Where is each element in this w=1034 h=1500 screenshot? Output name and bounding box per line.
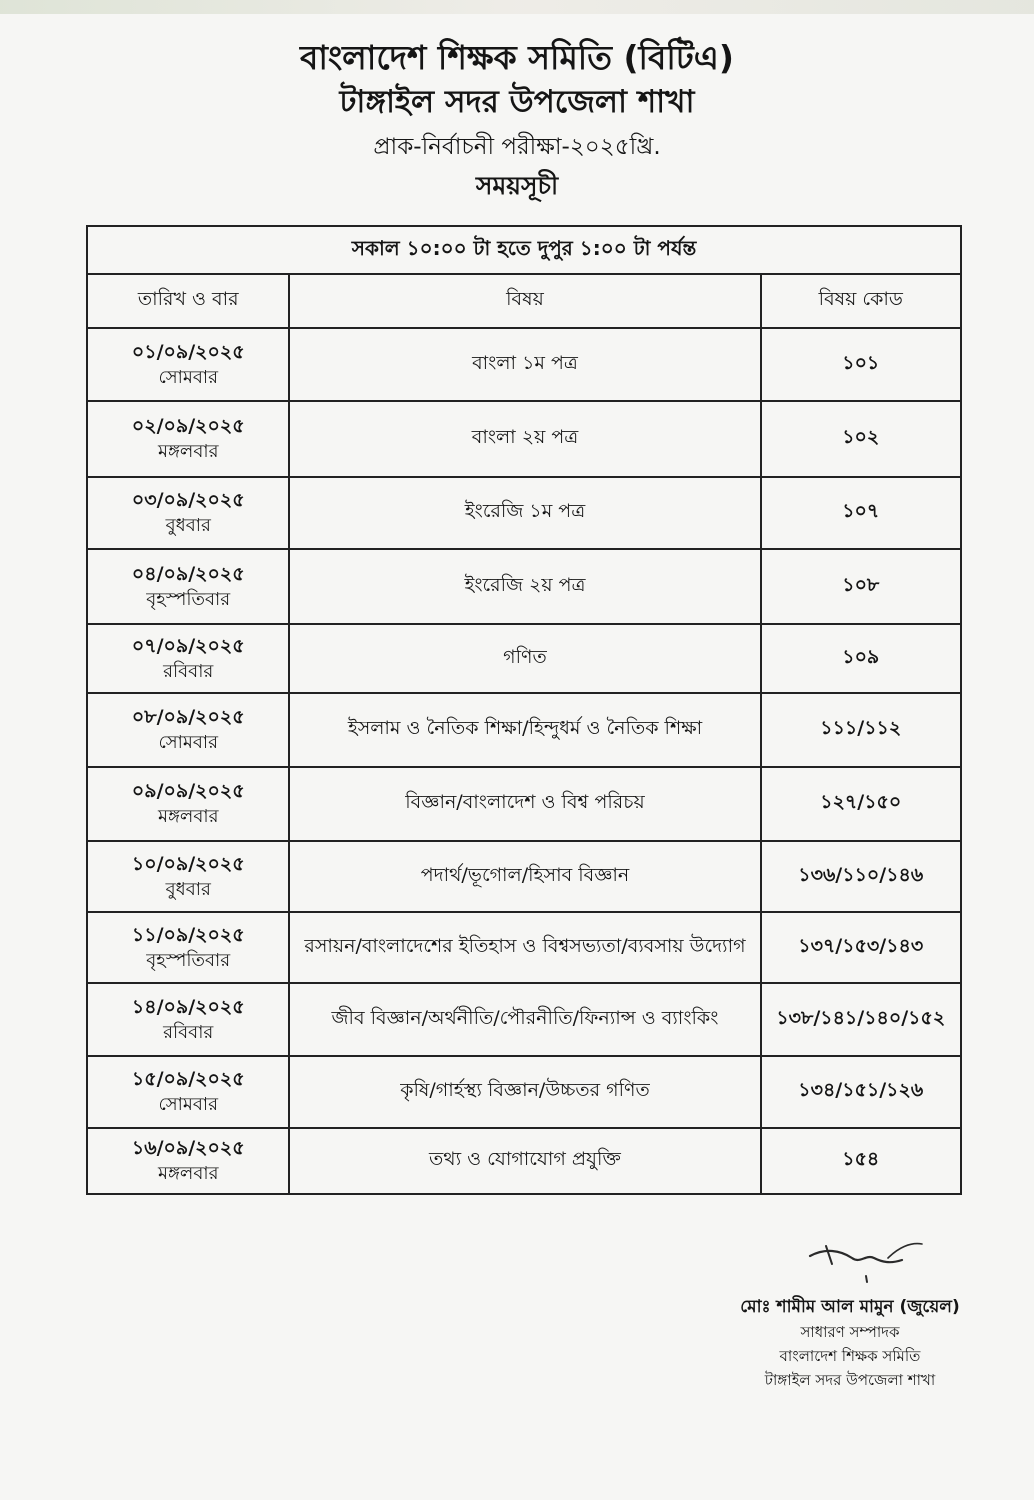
subject-cell: ইংরেজি ২য় পত্র	[289, 549, 760, 624]
table-row	[87, 624, 961, 693]
code-cell: ১৩৪/১৫১/১২৬	[761, 1056, 962, 1128]
organization-title: বাংলাদেশ শিক্ষক সমিতি (বিটিএ)	[300, 38, 734, 77]
signatory-org: বাংলাদেশ শিক্ষক সমিতি	[779, 1347, 921, 1365]
date-cell	[87, 983, 289, 1056]
date-cell	[87, 477, 289, 549]
exam-title: প্রাক-নির্বাচনী পরীক্ষা-২০২৫খ্রি.	[373, 134, 661, 160]
date-cell	[87, 1056, 289, 1128]
subject-cell: রসায়ন/বাংলাদেশের ইতিহাস ও বিশ্বসভ্যতা/ব্যবসায় উদ্যোগ	[289, 912, 760, 983]
date-text: ০৭/০৯/২০২৫	[131, 634, 245, 657]
date-text: ১৫/০৯/২০২৫	[131, 1068, 245, 1090]
code-cell: ১০৮	[761, 549, 962, 624]
day-text: সোমবার	[158, 366, 218, 388]
date-text: ০২/০৯/২০২৫	[131, 415, 245, 437]
day-text: বুধবার	[165, 515, 211, 536]
subject-cell: বাংলা ১ম পত্র	[289, 328, 760, 401]
table-row	[87, 767, 961, 841]
code-cell: ১৩৬/১১০/১৪৬	[761, 841, 962, 912]
signatory-branch: টাঙ্গাইল সদর উপজেলা শাখা	[764, 1371, 936, 1389]
day-text: বৃহস্পতিবার	[146, 949, 231, 971]
table-row	[87, 983, 961, 1056]
date-cell	[87, 1128, 289, 1194]
date-cell	[87, 401, 289, 477]
exam-time-header: সকাল ১০:০০ টা হতে দুপুর ১:০০ টা পর্যন্ত	[87, 226, 961, 274]
column-header-subject: বিষয়	[289, 274, 760, 328]
code-cell: ১৩৮/১৪১/১৪০/১৫২	[761, 983, 962, 1056]
code-cell: ১৩৭/১৫৩/১৪৩	[761, 912, 962, 983]
code-cell: ১০৯	[761, 624, 962, 693]
date-text: ১৬/০৯/২০২৫	[131, 1137, 245, 1159]
subject-cell: গণিত	[289, 624, 760, 693]
day-text: বৃহস্পতিবার	[146, 588, 231, 610]
column-header-code: বিষয় কোড	[761, 274, 962, 328]
date-text: ০১/০৯/২০২৫	[131, 340, 245, 363]
date-cell	[87, 841, 289, 912]
day-text: সোমবার	[158, 1094, 218, 1115]
date-text: ১০/০৯/২০২৫	[131, 852, 245, 875]
signatory-title: সাধারণ সম্পাদক	[800, 1323, 900, 1341]
date-text: ০৯/০৯/২০২৫	[131, 780, 245, 802]
subject-cell: বাংলা ২য় পত্র	[289, 401, 760, 477]
signature-block	[700, 1228, 1000, 1392]
table-row	[87, 912, 961, 983]
subject-cell: পদার্থ/ভূগোল/হিসাব বিজ্ঞান	[289, 841, 760, 912]
code-cell: ১০১	[761, 328, 962, 401]
exam-schedule-table	[86, 225, 962, 1195]
day-text: মঙ্গলবার	[157, 441, 219, 462]
table-row	[87, 549, 961, 624]
date-text: ০৪/০৯/২০২৫	[131, 562, 245, 585]
date-cell	[87, 693, 289, 767]
signatory-name: মোঃ শামীম আল মামুন (জুয়েল)	[740, 1297, 960, 1317]
date-text: ১১/০৯/২০২৫	[131, 923, 245, 946]
code-cell: ১২৭/১৫০	[761, 767, 962, 841]
schedule-heading: সময়সূচী	[475, 171, 559, 200]
table-row	[87, 841, 961, 912]
date-text: ১৪/০৯/২০২৫	[131, 995, 245, 1018]
code-cell: ১০৭	[761, 477, 962, 549]
column-header-date: তারিখ ও বার	[87, 274, 289, 328]
subject-cell: জীব বিজ্ঞান/অর্থনীতি/পৌরনীতি/ফিন্যান্স ও ব্যাংকিং	[289, 983, 760, 1056]
date-text: ০৮/০৯/২০২৫	[131, 706, 245, 728]
paper-top-edge	[0, 0, 1034, 14]
day-text: রবিবার	[163, 660, 214, 682]
subject-cell: ইসলাম ও নৈতিক শিক্ষা/হিন্দুধর্ম ও নৈতিক শিক্ষা	[289, 693, 760, 767]
day-text: বুধবার	[165, 878, 211, 900]
table-row	[87, 477, 961, 549]
subject-cell: তথ্য ও যোগাযোগ প্রযুক্তি	[289, 1128, 760, 1194]
table-row	[87, 693, 961, 767]
handwritten-signature	[770, 1228, 930, 1288]
day-text: সোমবার	[158, 732, 218, 753]
date-cell	[87, 624, 289, 693]
date-cell	[87, 328, 289, 401]
subject-cell: বিজ্ঞান/বাংলাদেশ ও বিশ্ব পরিচয়	[289, 767, 760, 841]
day-text: মঙ্গলবার	[157, 806, 219, 827]
code-cell: ১৫৪	[761, 1128, 962, 1194]
table-row	[87, 1128, 961, 1194]
date-cell	[87, 912, 289, 983]
subject-cell: ইংরেজি ১ম পত্র	[289, 477, 760, 549]
branch-title: টাঙ্গাইল সদর উপজেলা শাখা	[339, 84, 695, 120]
table-row	[87, 1056, 961, 1128]
date-cell	[87, 549, 289, 624]
code-cell: ১০২	[761, 401, 962, 477]
date-text: ০৩/০৯/২০২৫	[131, 489, 245, 511]
code-cell: ১১১/১১২	[761, 693, 962, 767]
subject-cell: কৃষি/গার্হস্থ্য বিজ্ঞান/উচ্চতর গণিত	[289, 1056, 760, 1128]
date-cell	[87, 767, 289, 841]
day-text: মঙ্গলবার	[157, 1163, 219, 1184]
document-header	[0, 30, 1034, 204]
day-text: রবিবার	[163, 1021, 214, 1043]
table-row	[87, 401, 961, 477]
table-row	[87, 328, 961, 401]
